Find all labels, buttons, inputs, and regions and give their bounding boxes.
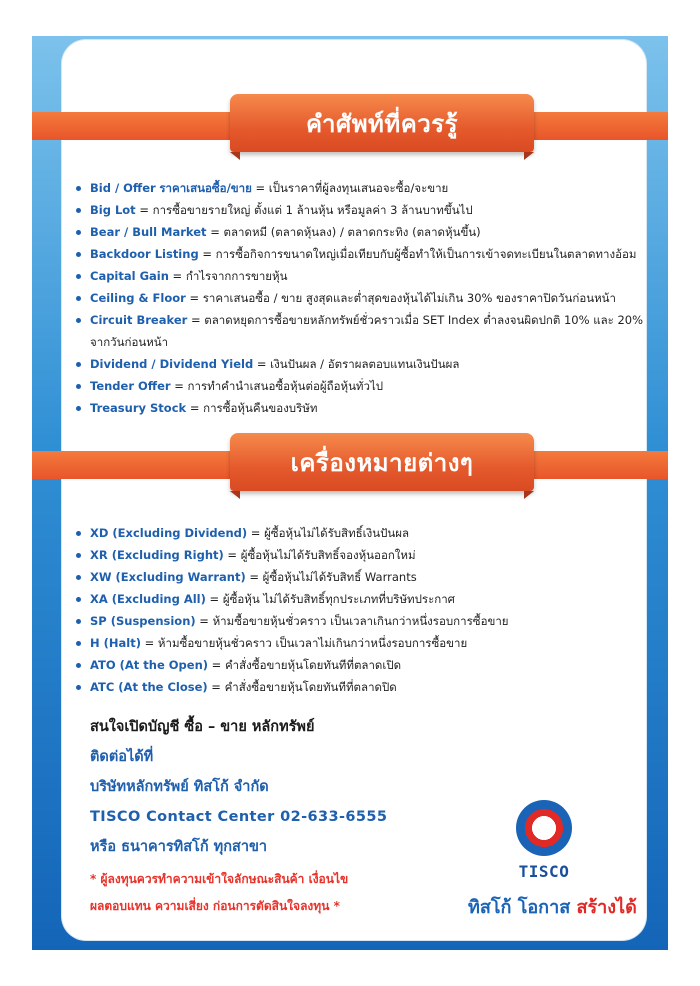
- bullet-icon: [76, 362, 81, 367]
- logo-wordmark: TISCO: [518, 862, 570, 881]
- list-item: Tender Offer = การทำคำนำเสนอซื้อหุ้นต่อผู้ถือหุ้นทั่วไป: [76, 375, 648, 397]
- bullet-icon: [76, 531, 81, 536]
- contact-center-phone: TISCO Contact Center 02-633-6555: [90, 809, 388, 825]
- bullet-icon: [76, 186, 81, 191]
- risk-disclaimer: [90, 866, 420, 920]
- bullet-icon: [76, 641, 81, 646]
- bullet-icon: [76, 575, 81, 580]
- company-name: บริษัทหลักทรัพย์ ทิสโก้ จำกัด: [90, 779, 269, 795]
- list-item: XD (Excluding Dividend) = ผู้ซื้อหุ้นไม่ได้รับสิทธิ์เงินปันผล: [76, 522, 648, 544]
- brand-slogan: [468, 892, 648, 921]
- bullet-icon: [76, 274, 81, 279]
- bullet-icon: [76, 597, 81, 602]
- bullet-icon: [76, 318, 81, 323]
- bullet-icon: [76, 384, 81, 389]
- bullet-icon: [76, 208, 81, 213]
- list-item: SP (Suspension) = ห้ามซื้อขายหุ้นชั่วคราว เป็นเวลาเกินกว่าหนึ่งรอบการซื้อขาย: [76, 610, 648, 632]
- bullet-icon: [76, 663, 81, 668]
- list-item: Backdoor Listing = การซื้อกิจการขนาดใหญ่เมื่อเทียบกับผู้ซื้อทำให้เป็นการเข้าจดทะเบียนในตลาดทางอ้อม: [76, 243, 648, 265]
- bullet-icon: [76, 230, 81, 235]
- list-item: Ceiling & Floor = ราคาเสนอซื้อ / ขาย สูงสุดและต่ำสุดของหุ้นได้ไม่เกิน 30% ของราคาปิดวันก่อนหน้า: [76, 287, 648, 309]
- list-item: ATO (At the Open) = คำสั่งซื้อขายหุ้นโดยทันทีที่ตลาดเปิด: [76, 654, 648, 676]
- section-title-symbols: เครื่องหมายต่างๆ: [230, 433, 534, 491]
- list-item: ATC (At the Close) = คำสั่งซื้อขายหุ้นโดยทันทีที่ตลาดปิด: [76, 676, 648, 698]
- list-item: XW (Excluding Warrant) = ผู้ซื้อหุ้นไม่ได้รับสิทธิ์ Warrants: [76, 566, 648, 588]
- bullet-icon: [76, 252, 81, 257]
- bullet-icon: [76, 296, 81, 301]
- list-item: Big Lot = การซื้อขายรายใหญ่ ตั้งแต่ 1 ล้านหุ้น หรือมูลค่า 3 ล้านบาทขึ้นไป: [76, 199, 648, 221]
- disclaimer-line: * ผู้ลงทุนควรทำความเข้าใจลักษณะสินค้า เงื่อนไข: [90, 872, 349, 886]
- contact-label: ติดต่อได้ที่: [90, 749, 154, 765]
- list-item: Circuit Breaker = ตลาดหยุดการซื้อขายหลักทรัพย์ชั่วคราวเมื่อ SET Index ต่ำลงจนผิดปกติ 10% และ 20% จากวันก่อนหน้า: [76, 309, 648, 353]
- bullet-icon: [76, 553, 81, 558]
- slogan-mid: โอกาส: [517, 897, 571, 918]
- tisco-ring-icon: [516, 800, 572, 856]
- list-item: Bear / Bull Market = ตลาดหมี (ตลาดหุ้นลง) / ตลาดกระทิง (ตลาดหุ้นขึ้น): [76, 221, 648, 243]
- list-item: XR (Excluding Right) = ผู้ซื้อหุ้นไม่ได้รับสิทธิ์จองหุ้นออกใหม่: [76, 544, 648, 566]
- list-item: Dividend / Dividend Yield = เงินปันผล / อัตราผลตอบแทนเงินปันผล: [76, 353, 648, 375]
- contact-block: [90, 712, 420, 862]
- tisco-logo: [508, 800, 588, 890]
- slogan-brand: ทิสโก้: [468, 897, 512, 918]
- bullet-icon: [76, 685, 81, 690]
- list-item: Capital Gain = กำไรจากการขายหุ้น: [76, 265, 648, 287]
- contact-heading: สนใจเปิดบัญชี ซื้อ – ขาย หลักทรัพย์: [90, 719, 315, 735]
- list-item: Bid / Offer ราคาเสนอซื้อ/ขาย = เป็นราคาที่ผู้ลงทุนเสนอจะซื้อ/จะขาย: [76, 177, 648, 199]
- section-banner-symbols: [32, 433, 668, 499]
- bank-branches: หรือ ธนาคารทิสโก้ ทุกสาขา: [90, 839, 268, 855]
- slogan-end: สร้างได้: [576, 897, 637, 918]
- terms-list: [76, 177, 648, 419]
- list-item: Treasury Stock = การซื้อหุ้นคืนของบริษัท: [76, 397, 648, 419]
- disclaimer-line: ผลตอบแทน ความเสี่ยง ก่อนการตัดสินใจลงทุน *: [90, 899, 340, 913]
- bullet-icon: [76, 406, 81, 411]
- section-title-terms: คำศัพท์ที่ควรรู้: [230, 94, 534, 152]
- section-banner-terms: [32, 94, 668, 160]
- list-item: H (Halt) = ห้ามซื้อขายหุ้นชั่วคราว เป็นเวลาไม่เกินกว่าหนึ่งรอบการซื้อขาย: [76, 632, 648, 654]
- symbols-list: [76, 522, 648, 698]
- list-item: XA (Excluding All) = ผู้ซื้อหุ้น ไม่ได้รับสิทธิ์ทุกประเภทที่บริษัทประกาศ: [76, 588, 648, 610]
- bullet-icon: [76, 619, 81, 624]
